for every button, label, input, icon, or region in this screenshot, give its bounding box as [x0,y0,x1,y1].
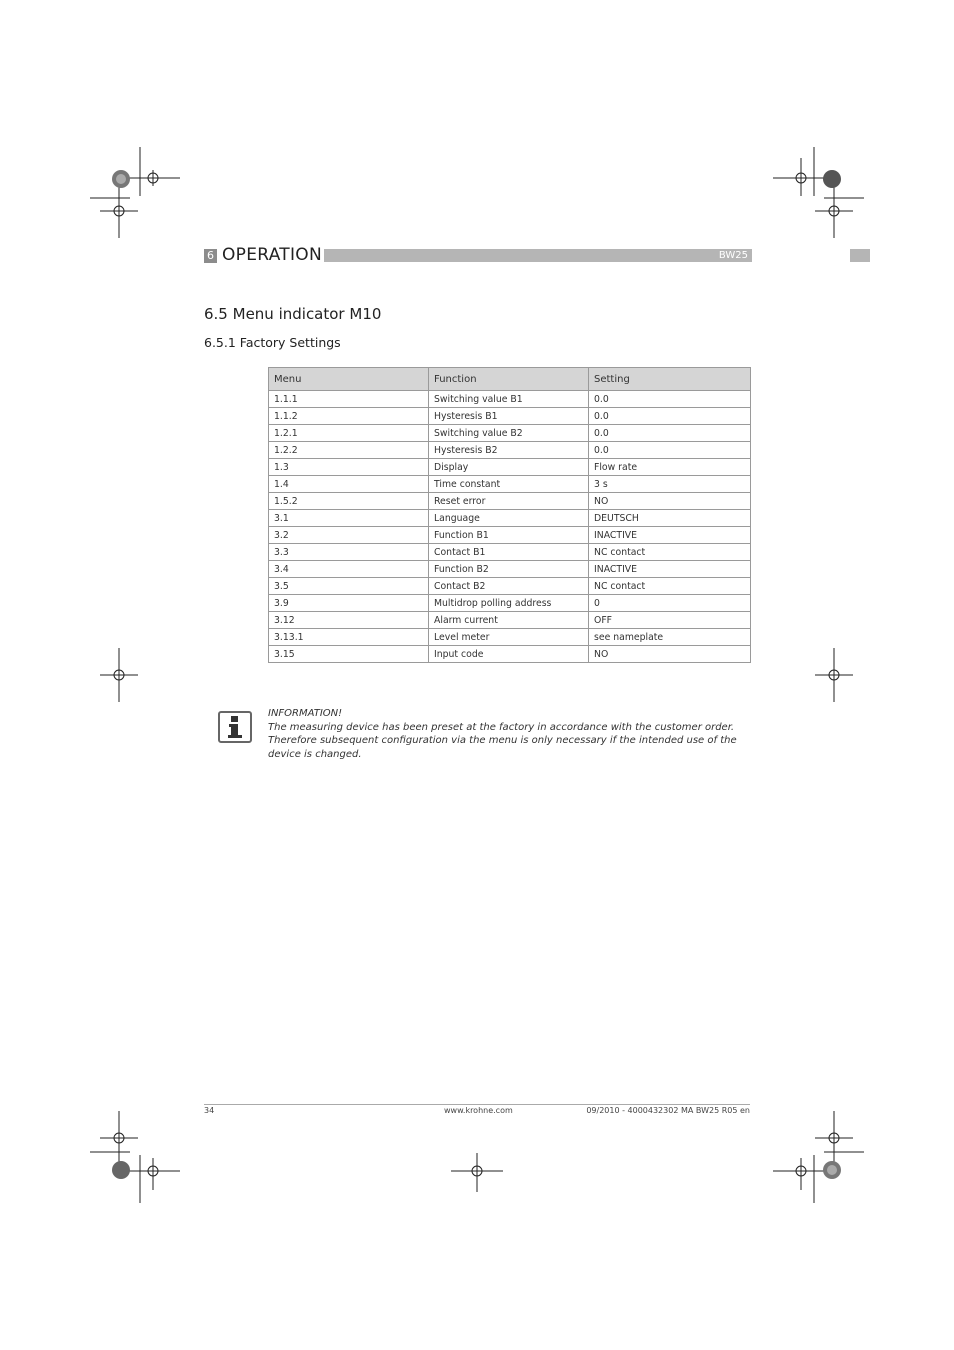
cell-function: Switching value B1 [429,391,589,408]
cell-setting: 0 [589,595,751,612]
footer-document-reference: 09/2010 - 4000432302 MA BW25 R05 en [586,1106,750,1115]
cell-menu: 3.15 [269,646,429,663]
cell-setting: Flow rate [589,459,751,476]
cell-menu: 3.13.1 [269,629,429,646]
cell-menu: 3.1 [269,510,429,527]
chapter-number: 6 [204,249,217,263]
table-row [269,544,751,561]
footer-divider [204,1104,750,1105]
cell-function: Hysteresis B2 [429,442,589,459]
cell-setting: OFF [589,612,751,629]
cell-setting: NO [589,493,751,510]
cell-menu: 3.12 [269,612,429,629]
table-row [269,408,751,425]
information-body: The measuring device has been preset at the factory in accordance with the customer order. Therefore subsequent configuration via the menu is only necessary if the intended use of the device is changed. [268,721,737,760]
table-row [269,459,751,476]
header-bar [324,249,752,262]
cell-function: Switching value B2 [429,425,589,442]
cell-setting: DEUTSCH [589,510,751,527]
cell-menu: 1.2.1 [269,425,429,442]
cell-function: Input code [429,646,589,663]
table-row [269,510,751,527]
column-header-menu: Menu [269,368,429,391]
chapter-title: OPERATION [222,245,323,265]
cell-menu: 1.1.1 [269,391,429,408]
cell-function: Contact B1 [429,544,589,561]
cell-setting: see nameplate [589,629,751,646]
information-title: INFORMATION! [268,708,343,719]
header-tab-marker [850,249,870,262]
cell-function: Contact B2 [429,578,589,595]
document-code: BW25 [718,250,748,261]
table-row [269,646,751,663]
cell-function: Language [429,510,589,527]
cell-menu: 1.2.2 [269,442,429,459]
information-icon [218,711,252,743]
cell-setting: NC contact [589,544,751,561]
page-number: 34 [204,1106,215,1115]
table-row [269,442,751,459]
cell-setting: 0.0 [589,391,751,408]
table-row [269,391,751,408]
cell-menu: 3.4 [269,561,429,578]
cell-menu: 3.5 [269,578,429,595]
cell-function: Display [429,459,589,476]
information-note [268,707,758,761]
cell-menu: 1.3 [269,459,429,476]
table-row [269,527,751,544]
table-row [269,578,751,595]
footer-url: www.krohne.com [444,1106,513,1115]
table-row [269,476,751,493]
cell-menu: 3.2 [269,527,429,544]
table-row [269,561,751,578]
table-row [269,493,751,510]
table-row [269,612,751,629]
cell-function: Function B1 [429,527,589,544]
column-header-setting: Setting [589,368,751,391]
cell-menu: 3.3 [269,544,429,561]
cell-function: Level meter [429,629,589,646]
cell-function: Multidrop polling address [429,595,589,612]
subsection-title: 6.5.1 Factory Settings [204,335,341,350]
column-header-function: Function [429,368,589,391]
cell-function: Alarm current [429,612,589,629]
cell-function: Reset error [429,493,589,510]
cell-setting: INACTIVE [589,561,751,578]
cell-setting: 0.0 [589,442,751,459]
cell-function: Hysteresis B1 [429,408,589,425]
cell-menu: 1.1.2 [269,408,429,425]
cell-setting: 3 s [589,476,751,493]
factory-settings-table [268,367,751,663]
cell-setting: 0.0 [589,425,751,442]
cell-menu: 1.5.2 [269,493,429,510]
cell-menu: 3.9 [269,595,429,612]
cell-setting: INACTIVE [589,527,751,544]
table-header-row [269,368,751,391]
cell-function: Function B2 [429,561,589,578]
cell-setting: NO [589,646,751,663]
cell-function: Time constant [429,476,589,493]
cell-menu: 1.4 [269,476,429,493]
table-row [269,425,751,442]
section-title: 6.5 Menu indicator M10 [204,305,382,323]
table-row [269,629,751,646]
cell-setting: 0.0 [589,408,751,425]
cell-setting: NC contact [589,578,751,595]
table-row [269,595,751,612]
